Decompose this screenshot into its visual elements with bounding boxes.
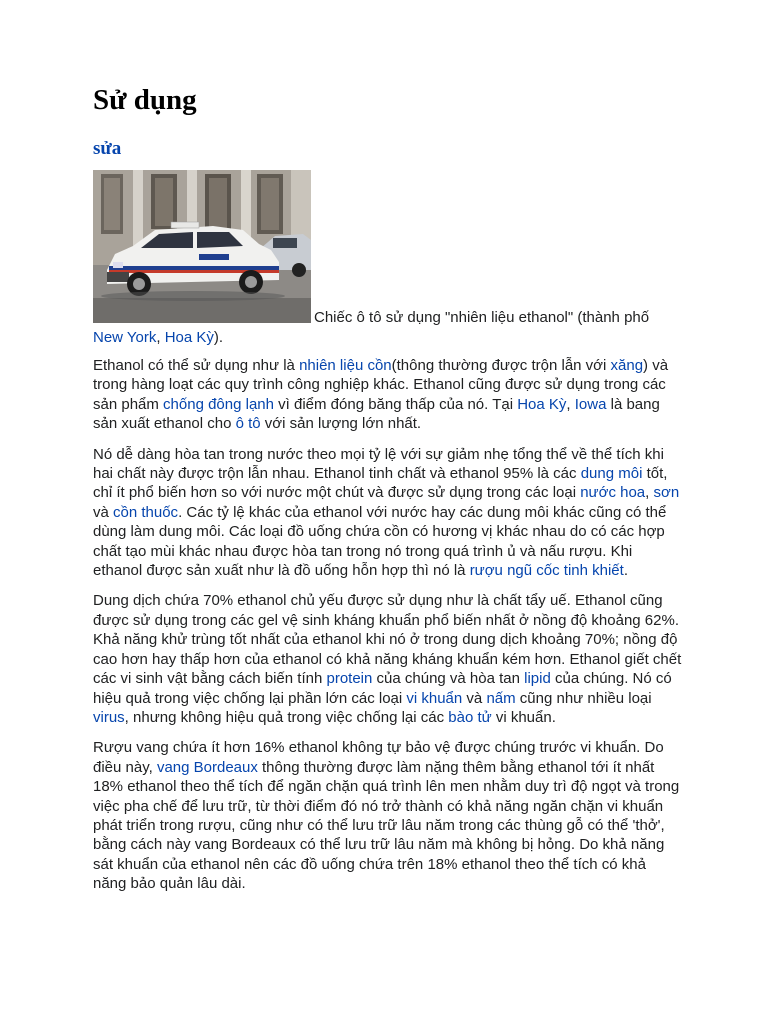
link-ruou-ngu-coc[interactable]: rượu ngũ cốc tinh khiết bbox=[469, 562, 624, 580]
paragraph-4 bbox=[93, 738, 683, 893]
ethanol-car-photo[interactable] bbox=[93, 170, 311, 323]
link-lipid[interactable]: lipid bbox=[524, 670, 551, 688]
link-virus[interactable]: virus bbox=[93, 708, 125, 726]
text: vì điểm đóng băng thấp của nó. Tại bbox=[273, 395, 518, 413]
section-heading: Sử dụng bbox=[93, 84, 197, 116]
text: và bbox=[462, 689, 487, 707]
link-hoa-ky[interactable]: Hoa Kỳ bbox=[164, 329, 214, 346]
link-dung-moi[interactable]: dung môi bbox=[580, 465, 643, 483]
text: thông thường được làm nặng thêm bằng ethanol tới ít nhất 18% ethanol theo thể tích để ngăn chặn quá trình lên men nhằm duy trì độ ngọt và trong việc pha chế để lưu trữ, từ thời điểm đó nó trở thành có khả năng ngăn chặn vi khuẩn phát triển trong rượu, cũng như có thể lưu trữ lâu năm trong các thùng gỗ có thể 'thở', bằng cách này vang Bordeaux có thể lưu trữ lâu năm mà không bị hỏng. Do khả năng sát khuẩn của ethanol nên các đồ uống chứa trên 18% ethanol theo thể tích có khả năng bảo quản lâu dài. bbox=[93, 758, 680, 893]
link-vang-bordeaux[interactable]: vang Bordeaux bbox=[156, 758, 258, 776]
link-o-to[interactable]: ô tô bbox=[235, 415, 261, 433]
caption-separator: , bbox=[156, 329, 165, 346]
caption-text: Chiếc ô tô sử dụng "nhiên liệu ethanol" (thành phố bbox=[314, 309, 650, 326]
text: vi khuẩn. bbox=[491, 708, 556, 726]
text: Nó dễ dàng hòa tan trong nước theo mọi tỷ lệ với sự giảm nhẹ tổng thể về thể tích khi hai chất này được trộn lẫn nhau. Ethanol tinh chất và ethanol 95% là các bbox=[93, 445, 664, 483]
link-xang[interactable]: xăng bbox=[610, 357, 644, 374]
text: ) và trong hàng loạt các quy trình công nghiệp khác. Ethanol cũng được sử dụng trong các sản phẩm bbox=[93, 357, 669, 413]
link-con-thuoc[interactable]: cồn thuốc bbox=[113, 503, 179, 521]
link-hoa-ky-2[interactable]: Hoa Kỳ bbox=[517, 395, 567, 413]
link-nhien-lieu-con[interactable]: nhiên liệu cồn bbox=[299, 357, 392, 374]
text: , bbox=[566, 395, 575, 413]
text: , nhưng không hiệu quả trong việc chống lại các bbox=[124, 708, 449, 726]
text: với sản lượng lớn nhất. bbox=[260, 415, 422, 433]
link-protein[interactable]: protein bbox=[326, 670, 373, 688]
link-son[interactable]: sơn bbox=[653, 484, 680, 502]
text: . bbox=[623, 562, 628, 580]
link-bao-tu[interactable]: bào tử bbox=[448, 708, 492, 726]
edit-section-link[interactable]: sửa bbox=[93, 138, 122, 159]
link-nuoc-hoa[interactable]: nước hoa bbox=[580, 484, 646, 502]
text: . Các tỷ lệ khác của ethanol với nước hay các dung môi khác cũng có thể dùng làm dung môi. Các loại đồ uống chứa cồn có hương vị khác nhau do có các hợp chất tạo mùi khác nhau được hòa tan trong nó trong quá trình ủ và nấu rượu. Khi ethanol được sản xuất như là đồ uống hỗn hợp thì nó là bbox=[93, 503, 667, 580]
text: là bang sản xuất ethanol cho bbox=[93, 395, 660, 433]
link-vi-khuan[interactable]: vi khuẩn bbox=[406, 689, 463, 707]
paragraph-3 bbox=[93, 591, 683, 727]
text: của chúng và hòa tan bbox=[372, 670, 525, 688]
text: Ethanol có thể sử dụng như là bbox=[93, 357, 300, 374]
caption-end: ). bbox=[213, 329, 224, 346]
link-nam[interactable]: nấm bbox=[486, 689, 516, 707]
link-iowa[interactable]: Iowa bbox=[574, 395, 607, 413]
text: và bbox=[93, 503, 114, 521]
text: , bbox=[645, 484, 654, 502]
figure bbox=[93, 170, 683, 348]
paragraph-1 bbox=[93, 356, 683, 434]
text: tốt, chỉ ít phổ biến hơn so với nước một chút và được sử dụng trong các loại bbox=[93, 465, 668, 502]
article-body bbox=[93, 356, 683, 905]
text: Dung dịch chứa 70% ethanol chủ yếu được sử dụng như là chất tẩy uế. Ethanol cũng được sử dụng trong các gel vệ sinh kháng khuẩn phổ biến nhất ở nồng độ khoảng 62%. Khả năng khử trùng tốt nhất của ethanol khi nó ở trong dung dịch khoảng 70%; nồng độ cao hơn hay thấp hơn của ethanol có khả năng kháng khuẩn kém hơn. Ethanol giết chết các vi sinh vật bằng cách biến tính bbox=[93, 592, 682, 688]
text: Rượu vang chứa ít hơn 16% ethanol không tự bảo vệ được chúng trước vi khuẩn. Do điều này, bbox=[93, 739, 664, 776]
link-chong-dong-lanh[interactable]: chống đông lạnh bbox=[163, 395, 274, 413]
text: của chúng. Nó có hiệu quả trong việc chống lại phần lớn các loại bbox=[93, 670, 672, 707]
link-new-york[interactable]: New York bbox=[93, 329, 157, 346]
paragraph-2 bbox=[93, 445, 683, 581]
text: (thông thường được trộn lẫn với bbox=[391, 357, 611, 374]
text: cũng như nhiều loại bbox=[515, 689, 652, 707]
